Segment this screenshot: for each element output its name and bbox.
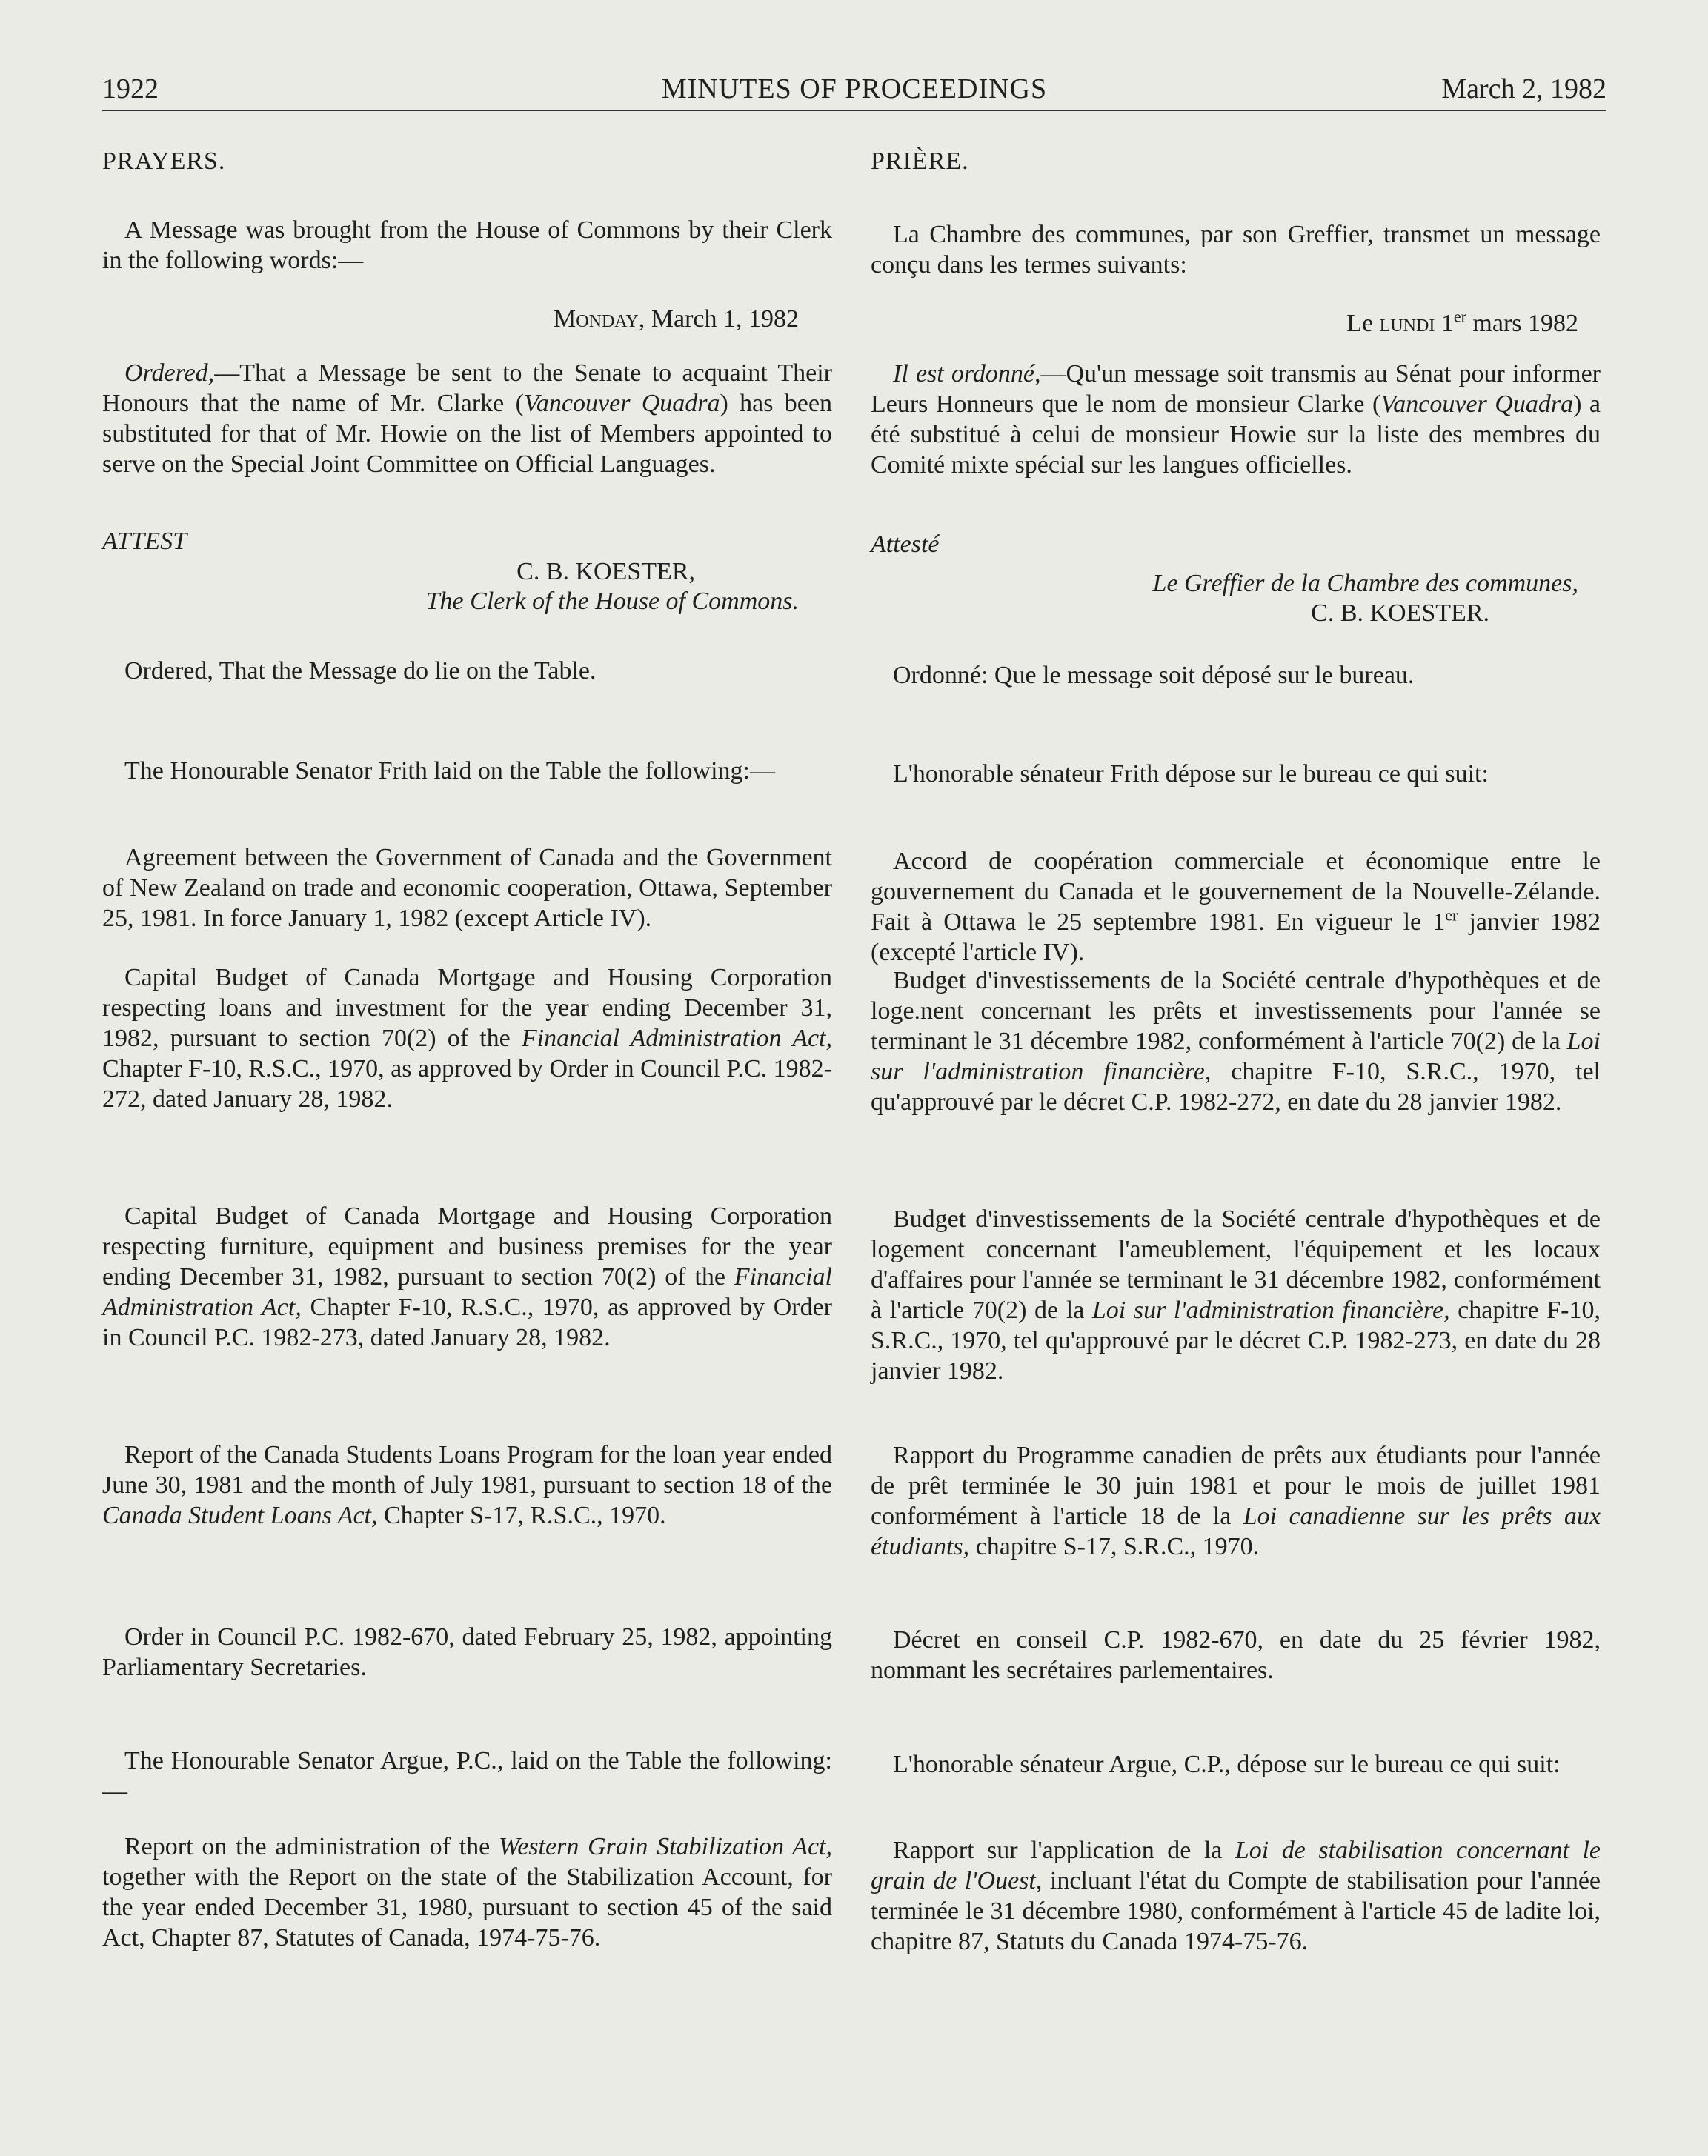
message-intro-fr: La Chambre des communes, par son Greffier, transmet un message conçu dans les termes suivants: <box>871 221 1601 279</box>
dateline-fr: Le lundi 1er mars 1982 <box>1346 307 1578 337</box>
dateline: Monday, March 1, 1982 <box>554 305 799 333</box>
page-number: 1922 <box>102 73 159 104</box>
clerk-name-fr: C. B. KOESTER. <box>1311 599 1489 627</box>
item-student-loans: Report of the Canada Students Loans Program for the loan year ended June 30, 1981 and the month of July 1981, pursuant to section 18 of the Canada Student Loans Act, Chapter S-17, R.S.C., 1970. <box>102 1441 832 1529</box>
attest-label: ATTEST <box>102 528 187 555</box>
ordered-table: Ordered, That the Message do lie on the Table. <box>124 657 597 685</box>
item-cmhc-loans-fr: Budget d'investissements de la Société centrale d'hypothèques et de loge.nent concernant les prêts et investissements pour l'année se terminant le 31 décembre 1982, conformément à l'article 70(2) de la Loi sur l'administration financière, chapitre F-10, S.R.C., 1970, tel qu'approuvé par le décret C.P. 1982-272, en date du 28 janvier 1982. <box>871 967 1601 1116</box>
running-title: MINUTES OF PROCEEDINGS <box>661 73 1048 104</box>
message-intro: A Message was brought from the House of Commons by their Clerk in the following words:— <box>102 216 832 274</box>
item-order-in-council: Order in Council P.C. 1982-670, dated February 25, 1982, appointing Parliamentary Secretaries. <box>102 1623 832 1681</box>
argue-intro-fr: L'honorable sénateur Argue, C.P., dépose sur le bureau ce qui suit: <box>893 1751 1561 1778</box>
item-grain-stabilization: Report on the administration of the Western Grain Stabilization Act, together with the Report on the state of the Stabilization Account, for the year ended December 31, 1980, pursuant to section 45 of the said Act, Chapter 87, Statutes of Canada, 1974-75-76. <box>102 1833 832 1952</box>
item-new-zealand-fr: Accord de coopération commerciale et économique entre le gouvernement du Canada et le gouvernement de la Nouvelle-Zélande. Fait à Ottawa le 25 septembre 1981. En vigueur le 1er janvier 1982 (excepté l'article IV). <box>871 848 1601 966</box>
frith-intro-fr: L'honorable sénateur Frith dépose sur le bureau ce qui suit: <box>893 760 1489 788</box>
header-date: March 2, 1982 <box>1441 73 1606 104</box>
clerk-signature <box>102 557 832 616</box>
item-cmhc-furniture-fr: Budget d'investissements de la Société centrale d'hypothèques et de logement concernant l'ameublement, l'équipement et les locaux d'affaires pour l'année se terminant le 31 décembre 1982, conformément à l'article 70(2) de la Loi sur l'administration financière, chapitre F-10, S.R.C., 1970, tel qu'approuvé par le décret C.P. 1982-273, en date du 28 janvier 1982. <box>871 1205 1601 1385</box>
priere-heading: PRIÈRE. <box>871 147 969 175</box>
ordered-paragraph-fr: Il est ordonné,—Qu'un message soit transmis au Sénat pour informer Leurs Honneurs que le nom de monsieur Clarke (Vancouver Quadra) a été substitué à celui de monsieur Howie sur la liste des membres du Comité mixte spécial sur les langues officielles. <box>871 360 1601 479</box>
attest-label-fr: Attesté <box>871 530 940 558</box>
clerk-signature-fr <box>871 569 1601 628</box>
item-grain-stabilization-fr: Rapport sur l'application de la Loi de stabilisation concernant le grain de l'Ouest, incluant l'état du Compte de stabilisation pour l'année terminée le 31 décembre 1980, conformément à l'article 45 de ladite loi, chapitre 87, Statuts du Canada 1974-75-76. <box>871 1837 1601 1955</box>
clerk-title-fr: Le Greffier de la Chambre des communes, <box>1152 570 1578 597</box>
page-header <box>102 71 1606 111</box>
item-new-zealand: Agreement between the Government of Canada and the Government of New Zealand on trade and economic cooperation, Ottawa, September 25, 1981. In force January 1, 1982 (except Article IV). <box>102 844 832 932</box>
argue-intro: The Honourable Senator Argue, P.C., laid on the Table the following:— <box>102 1747 832 1805</box>
clerk-name: C. B. KOESTER, <box>516 558 695 585</box>
item-cmhc-furniture: Capital Budget of Canada Mortgage and Housing Corporation respecting furniture, equipment and business premises for the year ending December 31, 1982, pursuant to section 70(2) of the Financial Administration Act, Chapter F-10, R.S.C., 1970, as approved by Order in Council P.C. 1982-273, dated January 28, 1982. <box>102 1202 832 1351</box>
clerk-title: The Clerk of the House of Commons. <box>425 588 799 615</box>
ordered-paragraph: Ordered,—That a Message be sent to the Senate to acquaint Their Honours that the name of Mr. Clarke (Vancouver Quadra) has been substituted for that of Mr. Howie on the list of Members appointed to serve on the Special Joint Committee on Official Languages. <box>102 359 832 478</box>
prayers-heading: PRAYERS. <box>102 147 226 175</box>
ordered-table-fr: Ordonné: Que le message soit déposé sur le bureau. <box>893 662 1415 689</box>
frith-intro: The Honourable Senator Frith laid on the Table the following:— <box>124 757 775 785</box>
item-student-loans-fr: Rapport du Programme canadien de prêts aux étudiants pour l'année de prêt terminée le 30 juin 1981 et pour le mois de juillet 1981 conformément à l'article 18 de la Loi canadienne sur les prêts aux étudiants, chapitre S-17, S.R.C., 1970. <box>871 1442 1601 1560</box>
item-order-in-council-fr: Décret en conseil C.P. 1982-670, en date du 25 février 1982, nommant les secrétaires parlementaires. <box>871 1626 1601 1684</box>
item-cmhc-loans: Capital Budget of Canada Mortgage and Housing Corporation respecting loans and investment for the year ending December 31, 1982, pursuant to section 70(2) of the Financial Administration Act, Chapter F-10, R.S.C., 1970, as approved by Order in Council P.C. 1982-272, dated January 28, 1982. <box>102 964 832 1113</box>
